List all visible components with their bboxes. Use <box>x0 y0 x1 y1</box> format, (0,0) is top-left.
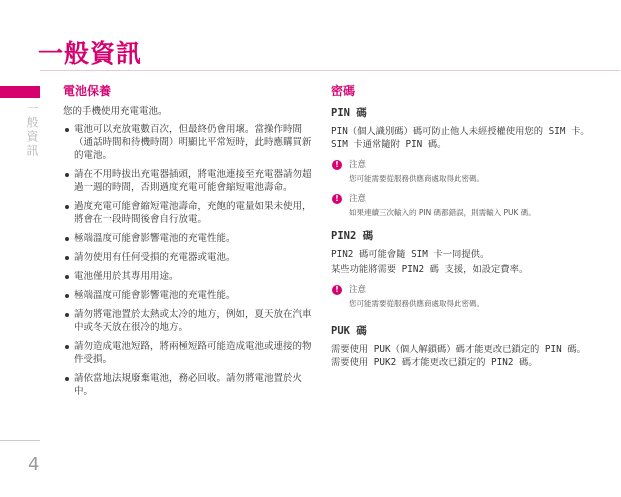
side-chapter-label: 一般資訊 <box>25 102 39 158</box>
list-item: 請依當地法規廢棄電池，務必回收。請勿將電池置於火中。 <box>63 372 313 398</box>
bullet-icon <box>65 128 69 132</box>
list-item: 電池可以充放電數百次，但最終仍會用壞。當操作時間（通話時間和待機時間）明顯比平常短時，此時應購買新的電池。 <box>63 123 313 162</box>
security-codes-heading: 密碼 <box>331 84 356 98</box>
list-item: 過度充電可能會縮短電池壽命，充飽的電量如果未使用，將會在一段時間後會自行放電。 <box>63 200 313 226</box>
exclamation-icon: ! <box>332 285 342 295</box>
page-number: 4 <box>28 454 40 475</box>
note-label: 注意 <box>349 160 367 170</box>
list-item: 請在不用時拔出充電器插頭，將電池連接至充電器請勿超過一週的時間，否則過度充電可能會縮短電池壽命。 <box>63 168 313 194</box>
bullet-icon <box>65 275 69 279</box>
battery-tips-list <box>63 123 313 398</box>
bullet-icon <box>65 256 69 260</box>
pin-code-title: PIN 碼 <box>331 107 367 119</box>
security-codes-section <box>331 82 596 378</box>
note-text: 如果連續三次輸入的 PIN 碼都錯誤，則需輸入 PUK 碼。 <box>349 208 536 217</box>
pin-code-text: PIN（個人識別碼）碼可防止他人未經授權使用您的 SIM 卡。SIM 卡通常隨附 PIN 碼。 <box>331 126 590 150</box>
puk-code-text-1: 需要使用 PUK（個人解鎖碼）碼才能更改已鎖定的 PIN 碼。 <box>331 344 586 355</box>
pin-note-2 <box>331 194 596 218</box>
exclamation-icon: ! <box>332 160 342 170</box>
puk-code-title: PUK 碼 <box>331 325 367 337</box>
side-divider <box>0 440 40 441</box>
bullet-icon <box>65 205 69 209</box>
exclamation-icon: ! <box>332 194 342 204</box>
list-item: 請勿造成電池短路，將兩極短路可能造成電池或連接的物件受損。 <box>63 340 313 366</box>
page-title: 一般資訊 <box>38 39 143 68</box>
title-divider <box>40 70 620 71</box>
puk-code-text-2: 需要使用 PUK2 碼才能更改已鎖定的 PIN2 碼。 <box>331 357 538 368</box>
note-label: 注意 <box>349 194 367 204</box>
battery-care-section <box>63 82 313 404</box>
bullet-icon <box>65 173 69 177</box>
list-item: 請勿將電池置於太熱或太冷的地方，例如，夏天放在汽車中或冬天放在很冷的地方。 <box>63 308 313 334</box>
battery-intro: 您的手機使用充電電池。 <box>63 106 168 117</box>
side-tab-marker <box>0 86 40 98</box>
note-label: 注意 <box>349 285 367 295</box>
bullet-icon <box>65 377 69 381</box>
pin2-code-title: PIN2 碼 <box>331 230 374 242</box>
list-item: 極端溫度可能會影響電池的充電性能。 <box>63 232 313 245</box>
pin2-code-text-1: PIN2 碼可能會隨 SIM 卡一同提供。 <box>331 249 490 260</box>
pin-note-1 <box>331 160 596 184</box>
battery-care-heading: 電池保養 <box>63 84 112 98</box>
bullet-icon <box>65 237 69 241</box>
list-item: 電池僅用於其專用用途。 <box>63 270 313 283</box>
note-text: 您可能需要從服務供應商處取得此密碼。 <box>349 174 484 183</box>
bullet-icon <box>65 294 69 298</box>
bullet-icon <box>65 345 69 349</box>
bullet-icon <box>65 313 69 317</box>
pin2-note <box>331 285 596 309</box>
list-item: 極端溫度可能會影響電池的充電性能。 <box>63 289 313 302</box>
list-item: 請勿使用有任何受損的充電器或電池。 <box>63 251 313 264</box>
note-text: 您可能需要從服務供應商處取得此密碼。 <box>349 299 484 308</box>
pin2-code-text-2: 某些功能將需要 PIN2 碼 支援，如設定費率。 <box>331 264 529 275</box>
